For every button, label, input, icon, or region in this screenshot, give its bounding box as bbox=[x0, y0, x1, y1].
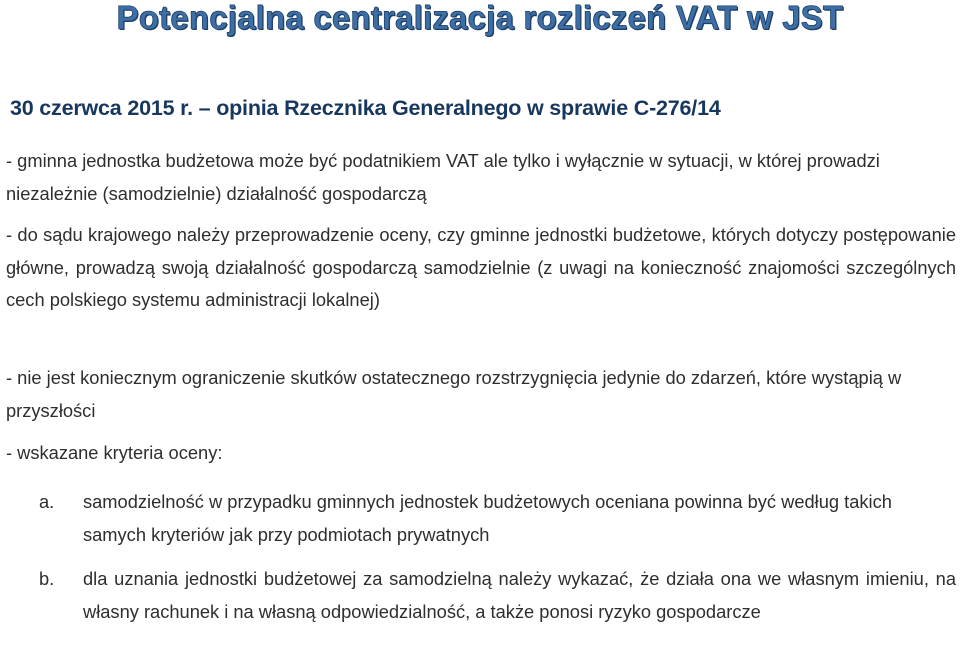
slide-title: Potencjalna centralizacja rozliczeń VAT w JST bbox=[116, 0, 844, 36]
bullet-point-1: - gminna jednostka budżetowa może być podatnikiem VAT ale tylko i wyłącznie w sytuacji, w której prowadzi niezależnie (samodzielnie) działalność gospodarczą bbox=[6, 150, 880, 204]
criterion-b bbox=[39, 563, 956, 628]
bullet-point-2: - do sądu krajowego należy przeprowadzenie oceny, czy gminne jednostki budżetowe, których dotyczy postępowanie główne, prowadzą swoją działalność gospodarczą samodzielnie (z uwagi na konieczność znajomości szczególnych cech polskiego systemu administracji lokalnej) bbox=[6, 224, 956, 311]
criterion-b-letter: b. bbox=[39, 568, 55, 589]
slide-subtitle: 30 czerwca 2015 r. – opinia Rzecznika Generalnego w sprawie C-276/14 bbox=[10, 96, 721, 120]
bullet-point-4: - wskazane kryteria oceny: bbox=[6, 442, 223, 463]
bullet-point-3: - nie jest koniecznym ograniczenie skutków ostatecznego rozstrzygnięcia jedynie do zdarzeń, które wystąpią w przyszłości bbox=[6, 367, 902, 421]
criterion-b-text: dla uznania jednostki budżetowej za samodzielną należy wykazać, że działa ona we własnym imieniu, na własny rachunek i na własną odpowiedzialność, a także ponosi ryzyko gospodarcze bbox=[83, 568, 956, 622]
criterion-a-text: samodzielność w przypadku gminnych jednostek budżetowych oceniana powinna być według takich samych kryteriów jak przy podmiotach prywatnych bbox=[83, 491, 892, 545]
criterion-a bbox=[39, 486, 956, 551]
criterion-a-letter: a. bbox=[39, 491, 55, 512]
